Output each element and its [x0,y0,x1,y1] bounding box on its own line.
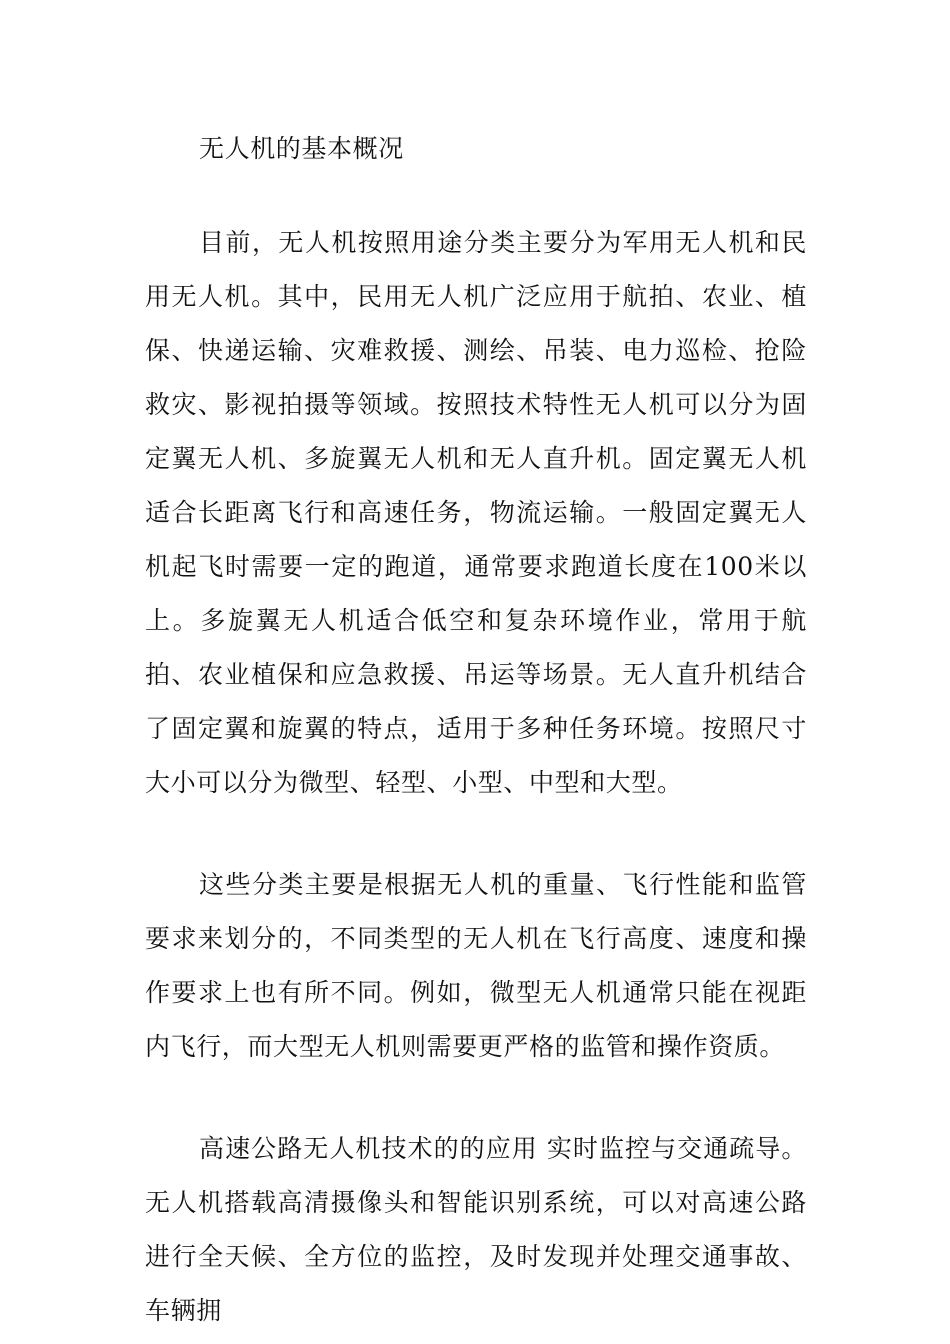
section-heading: 无人机的基本概况 [199,134,404,163]
paragraph-classification-basis: 这些分类主要是根据无人机的重量、飞行性能和监管要求来划分的，不同类型的无人机在飞行高度、速度和操作要求上也有所不同。例如，微型无人机通常只能在视距内飞行，而大型无人机则需要更严格的监管和操作资质。 [145,870,807,1061]
document-body [145,122,807,1338]
paragraph-highway-application: 高速公路无人机技术的的应用 实时监控与交通疏导。无人机搭载高清摄像头和智能识别系统，可以对高速公路进行全天候、全方位的监控，及时发现并处理交通事故、车辆拥 [145,1134,807,1325]
paragraph-drone-classification: 目前，无人机按照用途分类主要分为军用无人机和民用无人机。其中，民用无人机广泛应用于航拍、农业、植保、快递运输、灾难救援、测绘、吊装、电力巡检、抢险救灾、影视拍摄等领域。按照技术特性无人机可以分为固定翼无人机、多旋翼无人机和无人直升机。固定翼无人机适合长距离飞行和高速任务，物流运输。一般固定翼无人机起飞时需要一定的跑道，通常要求跑道长度在100米以上。多旋翼无人机适合低空和复杂环境作业，常用于航拍、农业植保和应急救援、吊运等场景。无人直升机结合了固定翼和旋翼的特点，适用于多种任务环境。按照尺寸大小可以分为微型、轻型、小型、中型和大型。 [145,228,807,797]
